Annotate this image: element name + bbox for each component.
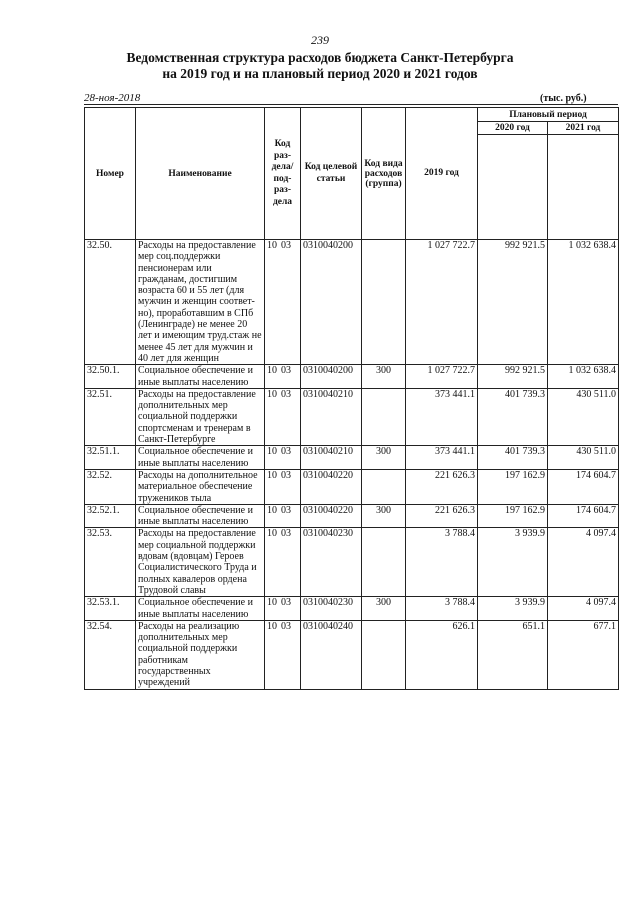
row-number: 32.54. [85,620,136,689]
row-value-2020: 197 162.9 [478,504,548,528]
row-value-2020: 992 921.5 [478,365,548,389]
row-razdel-code: 10 [267,365,277,377]
row-value-2019: 1 027 722.7 [406,365,478,389]
row-vr: 300 [362,597,406,621]
row-value-2021: 430 511.0 [548,388,619,445]
table-row [85,620,619,689]
row-number: 32.52.1. [85,504,136,528]
header-spacer-cell [478,135,548,240]
row-razdel-code: 10 [267,240,277,251]
header-name: Наименование [136,108,265,240]
row-value-2021: 174 604.7 [548,504,619,528]
row-number: 32.53. [85,528,136,597]
row-value-2021: 1 032 638.4 [548,240,619,365]
row-name: Социальное обеспечение и иные выплаты населению [136,365,265,389]
row-csr: 0310040240 [301,620,362,689]
row-podrazdel-code: 03 [281,504,291,516]
row-value-2020: 3 939.9 [478,528,548,597]
row-razdel [265,504,301,528]
row-podrazdel-code: 03 [281,365,291,377]
row-podrazdel-code: 03 [281,388,291,400]
row-value-2021: 4 097.4 [548,528,619,597]
row-vr [362,528,406,597]
row-razdel [265,365,301,389]
row-number: 32.50. [85,240,136,365]
row-razdel [265,528,301,597]
row-razdel-code: 10 [267,597,277,609]
header-rule [84,104,618,105]
table-row [85,469,619,504]
row-name: Социальное обеспечение и иные выплаты населению [136,504,265,528]
row-razdel [265,469,301,504]
row-vr: 300 [362,504,406,528]
document-title [0,50,640,82]
row-name: Расходы на реализацию дополнительных мер социальной поддержки работникам государственных учреждений [136,620,265,689]
row-razdel [265,240,301,365]
header-row-1 [85,108,619,122]
row-vr: 300 [362,446,406,470]
row-number: 32.51. [85,388,136,445]
header-2020: 2020 год [478,122,548,135]
row-value-2020: 651.1 [478,620,548,689]
budget-table [84,107,619,690]
row-value-2021: 430 511.0 [548,446,619,470]
header-plan-period: Плановый период [478,108,619,122]
row-value-2019: 1 027 722.7 [406,240,478,365]
row-value-2021: 174 604.7 [548,469,619,504]
row-razdel-code: 10 [267,504,277,516]
header-spacer-cell [548,135,619,240]
header-csr: Код целевой статьи [301,108,362,240]
title-line-1: Ведомственная структура расходов бюджета Санкт-Петербурга [126,50,514,65]
row-value-2021: 1 032 638.4 [548,365,619,389]
row-podrazdel-code: 03 [281,597,291,609]
table-row [85,388,619,445]
row-name: Социальное обеспечение и иные выплаты населению [136,597,265,621]
row-csr: 0310040220 [301,504,362,528]
row-vr [362,469,406,504]
row-value-2020: 401 739.3 [478,388,548,445]
header-2021: 2021 год [548,122,619,135]
row-value-2021: 4 097.4 [548,597,619,621]
row-value-2019: 221 626.3 [406,504,478,528]
table-row [85,597,619,621]
table-row [85,446,619,470]
row-value-2021: 677.1 [548,620,619,689]
row-vr [362,620,406,689]
row-number: 32.51.1. [85,446,136,470]
header-razdel: Код раз- дела/ под- раз- дела [265,108,301,240]
row-name: Расходы на предоставление дополнительных мер социальной поддержки спортсменам и тренерам в Санкт-Петербурге [136,388,265,445]
row-value-2019: 3 788.4 [406,597,478,621]
row-razdel [265,620,301,689]
row-razdel-code: 10 [267,620,277,632]
unit-label: (тыс. руб.) [540,93,587,104]
row-value-2019: 626.1 [406,620,478,689]
row-csr: 0310040220 [301,469,362,504]
header-vr: Код вида расходов (группа) [362,108,406,240]
row-value-2019: 221 626.3 [406,469,478,504]
row-podrazdel-code: 03 [281,240,291,251]
row-value-2019: 373 441.1 [406,446,478,470]
row-csr: 0310040210 [301,446,362,470]
row-podrazdel-code: 03 [281,528,291,540]
row-value-2019: 373 441.1 [406,388,478,445]
row-razdel [265,597,301,621]
table-row [85,240,619,365]
page-number: 239 [311,33,329,47]
row-csr: 0310040230 [301,528,362,597]
row-value-2020: 401 739.3 [478,446,548,470]
row-podrazdel-code: 03 [281,620,291,632]
row-razdel [265,388,301,445]
row-value-2020: 197 162.9 [478,469,548,504]
row-value-2019: 3 788.4 [406,528,478,597]
row-razdel-code: 10 [267,446,277,458]
document-date: 28-ноя-2018 [84,92,141,104]
row-number: 32.53.1. [85,597,136,621]
row-podrazdel-code: 03 [281,446,291,458]
row-number: 32.52. [85,469,136,504]
row-csr: 0310040210 [301,388,362,445]
row-podrazdel-code: 03 [281,469,291,481]
table-row [85,365,619,389]
row-vr [362,240,406,365]
table-body [85,240,619,690]
row-razdel-code: 10 [267,388,277,400]
table-row [85,504,619,528]
row-value-2020: 3 939.9 [478,597,548,621]
row-name: Социальное обеспечение и иные выплаты населению [136,446,265,470]
row-value-2020: 992 921.5 [478,240,548,365]
row-csr: 0310040200 [301,240,362,365]
header-number: Номер [85,108,136,240]
row-number: 32.50.1. [85,365,136,389]
row-csr: 0310040230 [301,597,362,621]
row-razdel-code: 10 [267,469,277,481]
title-line-2: на 2019 год и на плановый период 2020 и 2021 годов [162,66,478,81]
row-vr [362,388,406,445]
row-razdel-code: 10 [267,528,277,540]
row-name: Расходы на предоставление мер соц.поддержки пенсионерам или гражданам, достигшим возраста 60 и 55 лет (для мужчин и женщин соответ-но), проработавшим в СПб (Ленинграде) не менее 20 лет и имеющим труд.стаж не менее 45 лет для мужчин и 40 лет для женщин [136,240,265,365]
row-name: Расходы на предоставление мер социальной поддержки вдовам (вдовцам) Героев Социалистического Труда и полных кавалеров ордена Трудовой славы [136,528,265,597]
row-csr: 0310040200 [301,365,362,389]
row-razdel [265,446,301,470]
table-row [85,528,619,597]
row-name: Расходы на дополнительное материальное обеспечение тружеников тыла [136,469,265,504]
row-vr: 300 [362,365,406,389]
header-2019: 2019 год [406,108,478,240]
